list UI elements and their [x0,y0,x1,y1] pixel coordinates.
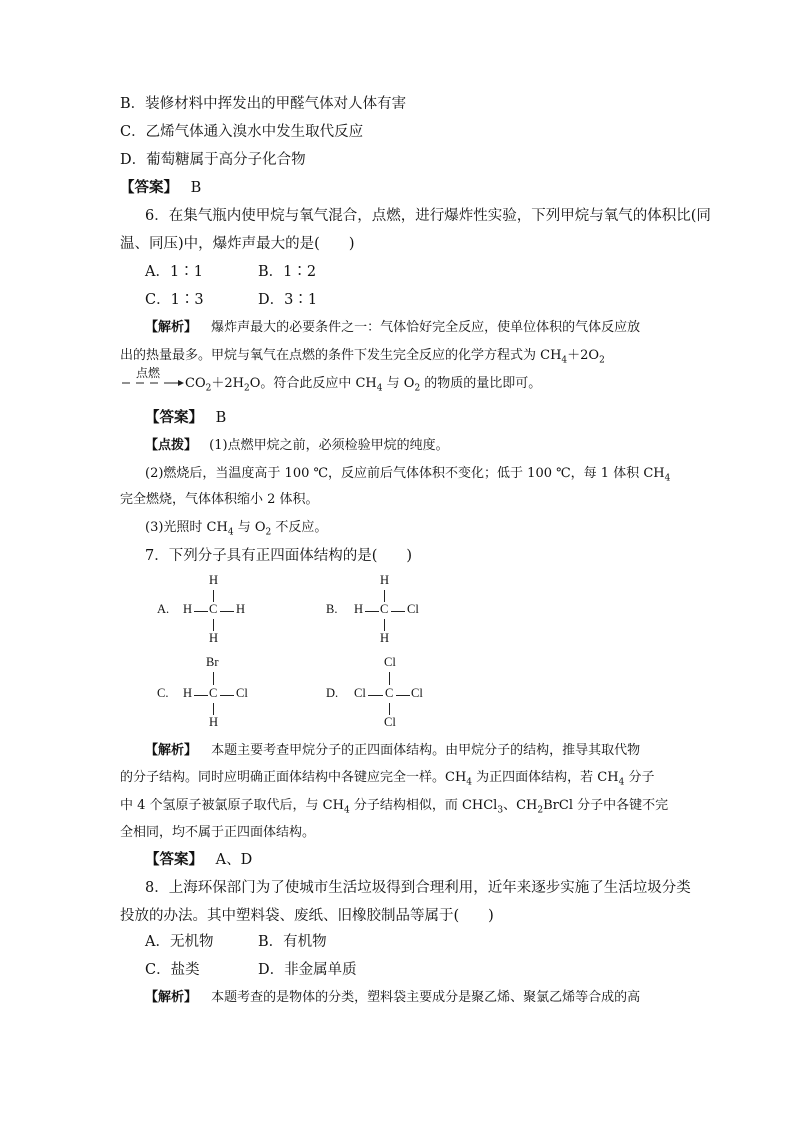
q6-option-d: D．3∶1 [258,292,318,308]
q6-tip-line3: 完全燃烧，气体体积缩小 2 体积。 [120,492,319,507]
q8-stem-line1: 8．上海环保部门为了使城市生活垃圾得到合理利用，近年来逐步实施了生活垃圾分类 [145,880,691,896]
option-label-b: B. [326,602,338,616]
q8-stem-line2: 投放的办法。其中塑料袋、废纸、旧橡胶制品等属于( ) [120,908,494,924]
q5-answer: B [190,180,202,196]
q5-option-d: D．葡萄糖属于高分子化合物 [120,152,306,168]
q6-option-a: A．1∶1 [145,264,203,280]
q7-answer-line [145,850,252,870]
answer-tag: 【答案】 [145,409,203,426]
analysis-tag: 【解析】 [145,990,198,1005]
tip-tag: 【点拨】 [145,438,198,453]
q7-analysis-line2: 的分子结构。同时应明确正面体结构中各键应完全一样。$CH_4$ 为正四面体结构，若 $CH_4$ 分子 [120,770,655,788]
q8-option-d: D．非金属单质 [258,962,357,978]
q6-option-b: B．1∶2 [258,264,317,280]
analysis-tag: 【解析】 [145,743,198,758]
option-label-a: A. [157,602,170,616]
document-page: B．装修材料中挥发出的甲醛气体对人体有害 C．乙烯气体通入溴水中发生取代反应 D．葡萄糖属于高分子化合物 【答案】 B 6．在集气瓶内使甲烷与氧气混合，点燃，进行爆炸性实验，下列甲烷与氧气的体积比(同 温、同压)中，爆炸声最大的是( ) A．1∶1 B．1∶2 C．1∶3 D．3∶1 【解析】 爆炸声最大的必要条件之一：气体恰好完全反应，使单位体积的气体反应放 出的热量最多。甲烷与氧气在点燃的条件下发生完全反应的化学方程式为 $CH_4+2O_2$ 点燃 $CO_2+2H_2O$。符合此反应中 $CH_4$ 与 $O_2$ 的物质的量比即可。 【答案】 B 【点拨】 (1)点燃甲烷之前，必须检验甲烷的纯度。 (2)燃烧后，当温度高于 100 ℃，反应前后气体体积不变化；低于 100 ℃，每 1 体积 $CH_4$ 完全燃烧，气体体积缩小 2 体积。 (3)光照时 $CH_4$ 与 $O_2$ 不反应。 7．下列分子具有正四面体结构的是( ) A. H H C H H B. H H C Cl H C. Br H C Cl H D. Cl Cl C Cl Cl 【解析】 本题主要考查甲烷分子的正四面体结构。由甲烷分子的结构，推导其取代物 的分子结构。同时应明确正面体结构中各键应完全一样。$CH_4$ 为正四面体结构，若 $CH_4$ 分子 中 4 个氢原子被氯原子取代后，与 $CH_4$ 分子结构相似，而 CHCl$_3$、$CH_2BrCl$ 分子中各键不完 全相同，均不属于正四面体结构。 【答案】 A、D 8．上海环保部门为了使城市生活垃圾得到合理利用，近年来逐步实施了生活垃圾分类 投放的办法。其中塑料袋、废纸、旧橡胶制品等属于( ) A．无机物 B．有机物 C．盐类 D．非金属单质 【解析】 本题考查的是物体的分类，塑料袋主要成分是聚乙烯、聚氯乙烯等合成的高 [0,0,794,1123]
q5-option-c: C．乙烯气体通入溴水中发生取代反应 [120,124,364,140]
q6-tip-line2: (2)燃烧后，当温度高于 100 ℃，反应前后气体体积不变化；低于 100 ℃，每 1 体积 $CH_4$ [145,466,671,484]
reaction-condition: 点燃 [136,366,161,380]
q6-answer: B [215,410,227,426]
q7-stem: 7．下列分子具有正四面体结构的是( ) [145,548,413,564]
q6-analysis-line2: 出的热量最多。甲烷与氧气在点燃的条件下发生完全反应的化学方程式为 $CH_4+2O_2$ [120,348,605,366]
reaction-arrow-icon [122,378,184,388]
q6-tip-line1: 【点拨】 (1)点燃甲烷之前，必须检验甲烷的纯度。 [145,438,449,453]
q8-option-a: A．无机物 [145,934,214,950]
option-label-c: C. [157,686,169,700]
q5-option-b: B．装修材料中挥发出的甲醛气体对人体有害 [120,96,407,112]
q6-stem-line2: 温、同压)中，爆炸声最大的是( ) [120,236,355,252]
q8-analysis-line1: 【解析】 本题考查的是物体的分类，塑料袋主要成分是聚乙烯、聚氯乙烯等合成的高 [145,990,641,1005]
q6-analysis-line1: 【解析】 爆炸声最大的必要条件之一：气体恰好完全反应，使单位体积的气体反应放 [145,320,641,335]
q7-analysis-line4: 全相同，均不属于正四面体结构。 [120,825,316,840]
q5-answer-line [120,178,201,198]
q6-option-c: C．1∶3 [145,292,204,308]
q7-analysis-line1: 【解析】 本题主要考查甲烷分子的正四面体结构。由甲烷分子的结构，推导其取代物 [145,743,641,758]
q6-analysis-line3: $CO_2+2H_2O$。符合此反应中 $CH_4$ 与 $O_2$ 的物质的量比即可。 [185,376,542,394]
answer-tag: 【答案】 [145,851,203,868]
answer-tag: 【答案】 [120,179,178,196]
q6-tip-line4: (3)光照时 $CH_4$ 与 $O_2$ 不反应。 [145,520,328,538]
q7-answer: A、D [215,852,253,868]
q8-option-b: B．有机物 [258,934,327,950]
q6-stem-line1: 6．在集气瓶内使甲烷与氧气混合，点燃，进行爆炸性实验，下列甲烷与氧气的体积比(同 [145,208,711,224]
option-label-d: D. [326,686,339,700]
analysis-tag: 【解析】 [145,320,198,335]
q7-analysis-line3: 中 4 个氢原子被氯原子取代后，与 $CH_4$ 分子结构相似，而 CHCl$_3$、$CH_2BrCl$ 分子中各键不完 [120,798,669,816]
q6-answer-line [145,408,226,428]
q8-option-c: C．盐类 [145,962,200,978]
